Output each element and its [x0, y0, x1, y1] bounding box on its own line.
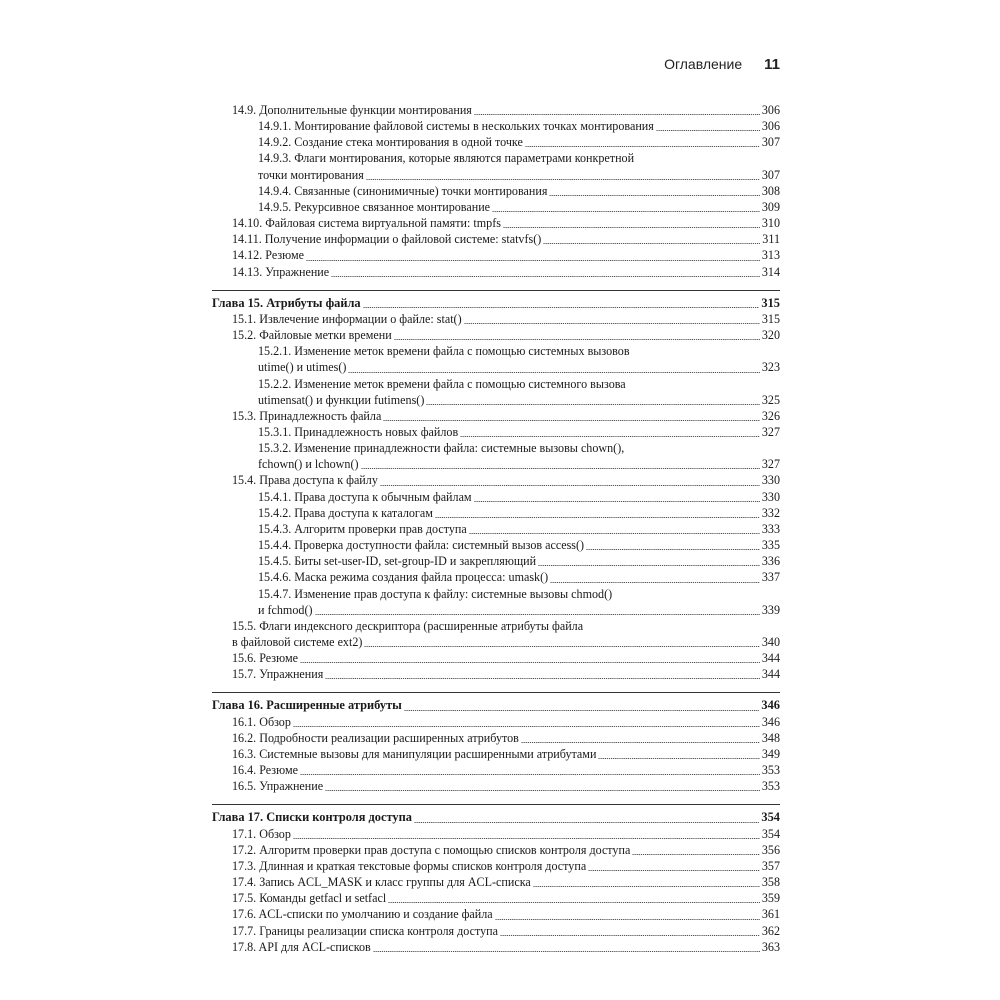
dot-leader [525, 146, 760, 147]
toc-section-entry-page-number: 349 [761, 746, 780, 761]
toc-subsection-entry[interactable] [212, 199, 780, 215]
running-header-title: Оглавление [664, 56, 743, 72]
toc-section-entry-title: в файловой системе ext2) [232, 635, 363, 649]
toc-subsection-entry-text-line: 15.3.2. Изменение принадлежности файла: системные вызовы chown(), [258, 441, 625, 456]
toc-subsection-entry-title: 14.9.5. Рекурсивное связанное монтирование [258, 199, 491, 214]
toc-section-entry[interactable] [212, 923, 780, 939]
toc-subsection-entry-page-number: 325 [761, 392, 780, 407]
toc-subsection-entry-title: 15.4.3. Алгоритм проверки прав доступа [258, 521, 467, 536]
dot-leader [364, 646, 759, 647]
dot-leader [549, 195, 759, 196]
toc-section-entry-title: 17.3. Длинная и краткая текстовые формы списков контроля доступа [232, 858, 587, 873]
toc-section-entry-title: 16.2. Подробности реализации расширенных атрибутов [232, 730, 519, 745]
dot-leader [331, 276, 760, 277]
toc-chapter-entry-page-number: 346 [761, 698, 780, 713]
toc-chapter-entry[interactable] [212, 809, 780, 825]
dot-leader [363, 307, 760, 308]
toc-section-entry-title: 15.2. Файловые метки времени [232, 328, 392, 343]
dot-leader [533, 886, 760, 887]
toc-section-entry-page-number: 313 [761, 248, 780, 263]
toc-block [212, 804, 780, 954]
dot-leader [543, 243, 760, 244]
toc-subsection-entry-title: 15.4.6. Маска режима создания файла процесса: umask() [258, 570, 549, 585]
toc-subsection-entry-title: 14.9.1. Монтирование файловой системы в нескольких точках монтирования [258, 119, 654, 134]
toc-subsection-entry-text-line: 14.9.3. Флаги монтирования, которые являются параметрами конкретной [258, 151, 635, 166]
toc-section-entry[interactable] [212, 650, 780, 666]
dot-leader [361, 468, 760, 469]
toc-section-entry[interactable] [212, 666, 780, 682]
chapter-divider [212, 290, 780, 291]
dot-leader [394, 339, 760, 340]
toc-section-entry-page-number: 346 [761, 714, 780, 729]
toc-section-entry-page-number: 362 [761, 923, 780, 938]
toc-section-entry-title: 15.1. Извлечение информации о файле: stat() [232, 311, 462, 326]
toc-subsection-entry-title: 15.4.2. Права доступа к каталогам [258, 505, 433, 520]
dot-leader [293, 838, 760, 839]
dot-leader [383, 420, 760, 421]
dot-leader [500, 935, 760, 936]
toc-subsection-entry-title: utime() и utimes() [258, 360, 347, 375]
toc-chapter-entry-page-number: 315 [761, 295, 780, 310]
toc-section-entry-title: 15.7. Упражнения [232, 667, 324, 682]
dot-leader [388, 902, 760, 903]
toc-section-entry-title: 16.1. Обзор [232, 714, 291, 729]
toc-section-entry[interactable] [212, 408, 780, 424]
toc-section-entry-title: 15.4. Права доступа к файлу [232, 473, 378, 488]
toc-section-entry-title: 16.5. Упражнение [232, 779, 324, 794]
toc-subsection-entry[interactable] [212, 553, 780, 569]
toc-section-entry-title: 16.3. Системные вызовы для манипуляции расширенными атрибутами [232, 746, 597, 761]
toc-section-entry-title: 17.1. Обзор [232, 826, 291, 841]
toc-section-entry-text-line: 15.5. Флаги индексного дескриптора (расширенные атрибуты файла [232, 618, 584, 633]
toc-section-entry[interactable] [212, 762, 780, 778]
chapter-heading [212, 295, 780, 311]
dot-leader [293, 726, 760, 727]
toc-section-entry-page-number: 357 [761, 858, 780, 873]
dot-leader [366, 179, 760, 180]
dot-leader [492, 211, 760, 212]
toc-section-entry-page-number: 340 [761, 635, 780, 649]
toc-subsection-entry-title: 15.4.5. Биты set-user-ID, set-group-ID и закрепляющий [258, 554, 537, 569]
toc-section-entry-page-number: 348 [761, 730, 780, 745]
toc-section-entry-page-number: 361 [761, 907, 780, 922]
toc-subsection-entry-page-number: 327 [761, 457, 780, 472]
toc-subsection-entry-page-number: 339 [761, 602, 780, 617]
toc-section-entry[interactable] [212, 472, 780, 488]
dot-leader [426, 404, 760, 405]
toc-chapter-entry-title: Глава 16. Расширенные атрибуты [212, 698, 402, 713]
toc-section-entry-title: 14.9. Дополнительные функции монтирования [232, 103, 472, 117]
toc-chapter-entry-title: Глава 15. Атрибуты файла [212, 295, 361, 310]
toc-subsection-entry-page-number: 330 [761, 489, 780, 504]
toc-section-entry-page-number: 358 [761, 875, 780, 890]
toc-section-entry-title: 15.6. Резюме [232, 651, 298, 666]
toc-section-entry-page-number: 344 [761, 651, 780, 666]
toc-section-entry-page-number: 326 [761, 408, 780, 423]
dot-leader [586, 549, 760, 550]
toc-section-entry[interactable] [212, 311, 780, 327]
toc-subsection-entry[interactable] [212, 118, 780, 134]
toc-subsection-entry[interactable] [212, 392, 780, 408]
toc-subsection-entry[interactable] [212, 167, 780, 183]
toc-block [212, 692, 780, 794]
toc-subsection-entry-page-number: 327 [761, 424, 780, 439]
toc-block [212, 290, 780, 683]
dot-leader [315, 614, 760, 615]
toc-chapter-entry[interactable] [212, 295, 780, 311]
toc-section-entry[interactable] [212, 247, 780, 263]
dot-leader [435, 517, 760, 518]
dot-leader [325, 790, 760, 791]
toc-section-entry-title: 17.8. API для ACL-списков [232, 939, 371, 954]
toc-section-entry[interactable] [212, 730, 780, 746]
toc-subsection-entry-text-line: 15.4.7. Изменение прав доступа к файлу: системные вызовы chmod() [258, 586, 613, 601]
toc-chapter-entry-page-number: 354 [761, 810, 780, 825]
toc-section-entry[interactable] [212, 231, 780, 247]
toc-section-entry-page-number: 310 [761, 216, 780, 231]
toc-subsection-entry-page-number: 336 [761, 554, 780, 569]
toc-section-entry-page-number: 356 [761, 842, 780, 857]
toc-section-entry-title: 14.10. Файловая система виртуальной памяти: tmpfs [232, 216, 501, 231]
toc-subsection-entry-page-number: 309 [761, 199, 780, 214]
toc-subsection-entry-title: fchown() и lchown() [258, 457, 359, 472]
toc-block [212, 102, 780, 280]
toc-section-entry-page-number: 363 [761, 939, 780, 954]
chapter-heading [212, 809, 780, 825]
toc-section-entry-page-number: 353 [761, 763, 780, 778]
dot-leader [380, 485, 760, 486]
toc-section-entry[interactable] [212, 634, 780, 650]
toc-section-entry-page-number: 359 [761, 891, 780, 906]
dot-leader [300, 662, 760, 663]
toc-section-entry-page-number: 354 [761, 826, 780, 841]
toc-section-entry-page-number: 314 [761, 264, 780, 279]
toc-section-entry[interactable] [212, 874, 780, 890]
dot-leader [474, 501, 760, 502]
dot-leader [598, 758, 759, 759]
dot-leader [404, 710, 760, 711]
toc-subsection-entry-page-number: 306 [761, 119, 780, 134]
toc-section-entry-page-number: 315 [761, 311, 780, 326]
toc-subsection-entry-title: и fchmod() [258, 602, 313, 617]
toc-subsection-entry-text-line: 15.2.2. Изменение меток времени файла с помощью системного вызова [258, 376, 626, 391]
toc-subsection-entry-page-number: 333 [761, 521, 780, 536]
dot-leader [460, 436, 760, 437]
toc-subsection-entry-title: 15.3.1. Принадлежность новых файлов [258, 424, 459, 439]
toc-section-entry-title: 17.6. ACL-списки по умолчанию и создание файла [232, 907, 493, 922]
toc-section-entry-page-number: 320 [761, 328, 780, 343]
toc-subsection-entry-page-number: 332 [761, 505, 780, 520]
toc-subsection-entry[interactable] [212, 359, 780, 375]
toc-section-entry-page-number: 353 [761, 779, 780, 794]
dot-leader [325, 678, 760, 679]
toc-chapter-entry[interactable] [212, 697, 780, 713]
chapter-divider [212, 804, 780, 805]
toc-section-entry-title: 17.2. Алгоритм проверки прав доступа с помощью списков контроля доступа [232, 842, 631, 857]
dot-leader [503, 227, 760, 228]
running-header [0, 56, 780, 73]
dot-leader [495, 919, 760, 920]
toc-section-entry-title: 17.7. Границы реализации списка контроля доступа [232, 923, 498, 938]
toc-subsection-entry-page-number: 307 [761, 167, 780, 182]
toc-section-entry[interactable] [212, 102, 780, 118]
dot-leader [373, 951, 760, 952]
toc-subsection-entry-title: 15.4.1. Права доступа к обычным файлам [258, 489, 472, 504]
dot-leader [414, 822, 759, 823]
dot-leader [550, 582, 760, 583]
dot-leader [521, 742, 760, 743]
toc-subsection-entry[interactable] [212, 521, 780, 537]
dot-leader [464, 323, 760, 324]
toc-section-entry[interactable] [212, 906, 780, 922]
dot-leader [588, 870, 760, 871]
toc-subsection-entry[interactable] [212, 602, 780, 618]
toc-subsection-entry-title: 15.4.4. Проверка доступности файла: системный вызов access() [258, 538, 585, 553]
dot-leader [538, 565, 760, 566]
toc-subsection-entry[interactable] [212, 569, 780, 585]
dot-leader [300, 774, 760, 775]
toc-subsection-entry-page-number: 335 [761, 538, 780, 553]
toc-subsection-entry[interactable] [212, 134, 780, 150]
toc-subsection-entry-page-number: 307 [761, 135, 780, 150]
toc-section-entry[interactable] [212, 858, 780, 874]
dot-leader [474, 114, 760, 115]
toc-section-entry[interactable] [212, 746, 780, 762]
dot-leader [469, 533, 760, 534]
toc-section-entry-title: 15.3. Принадлежность файла [232, 408, 382, 423]
toc-section-entry-title: 14.13. Упражнение [232, 264, 330, 279]
toc-section-entry[interactable] [212, 778, 780, 794]
toc-subsection-entry-page-number: 337 [761, 570, 780, 585]
toc-section-entry-title: 16.4. Резюме [232, 763, 298, 778]
toc-section-entry[interactable] [212, 714, 780, 730]
toc-section-entry[interactable] [212, 215, 780, 231]
toc-subsection-entry-text-line: 15.2.1. Изменение меток времени файла с помощью системных вызовов [258, 344, 630, 359]
toc-subsection-entry-title: utimensat() и функции futimens() [258, 392, 425, 407]
toc-section-entry-title: 17.4. Запись ACL_MASK и класс группы для ACL-списка [232, 875, 531, 890]
chapter-divider [212, 692, 780, 693]
dot-leader [656, 130, 760, 131]
toc-subsection-entry-page-number: 308 [761, 183, 780, 198]
dot-leader [306, 260, 760, 261]
toc-subsection-entry[interactable] [212, 424, 780, 440]
toc-section-entry[interactable] [212, 842, 780, 858]
toc-subsection-entry[interactable] [212, 489, 780, 505]
toc-subsection-entry[interactable] [212, 537, 780, 553]
dot-leader [632, 854, 760, 855]
toc-section-entry-page-number: 306 [761, 103, 780, 117]
toc-section-entry[interactable] [212, 327, 780, 343]
toc-section-entry-page-number: 344 [761, 667, 780, 682]
toc-section-entry-page-number: 311 [762, 232, 780, 247]
dot-leader [348, 372, 759, 373]
toc-subsection-entry[interactable] [212, 505, 780, 521]
running-header-page-number: 11 [764, 56, 780, 73]
toc-subsection-entry-page-number: 323 [761, 360, 780, 375]
table-of-contents [212, 102, 780, 955]
toc-section-entry-title: 14.11. Получение информации о файловой системе: statvfs() [232, 232, 542, 247]
toc-section-entry[interactable] [212, 890, 780, 906]
toc-section-entry-title: 14.12. Резюме [232, 248, 305, 263]
toc-section-entry[interactable] [212, 939, 780, 955]
toc-section-entry-title: 17.5. Команды getfacl и setfacl [232, 891, 387, 906]
toc-chapter-entry-title: Глава 17. Списки контроля доступа [212, 810, 412, 825]
toc-subsection-entry-title: 14.9.2. Создание стека монтирования в одной точке [258, 135, 523, 150]
toc-subsection-entry-title: 14.9.4. Связанные (синонимичные) точки монтирования [258, 183, 548, 198]
toc-section-entry-page-number: 330 [761, 473, 780, 488]
toc-subsection-entry[interactable] [212, 183, 780, 199]
chapter-heading [212, 697, 780, 713]
toc-section-entry[interactable] [212, 826, 780, 842]
toc-subsection-entry[interactable] [212, 456, 780, 472]
toc-subsection-entry-title: точки монтирования [258, 167, 364, 182]
toc-section-entry[interactable] [212, 264, 780, 280]
